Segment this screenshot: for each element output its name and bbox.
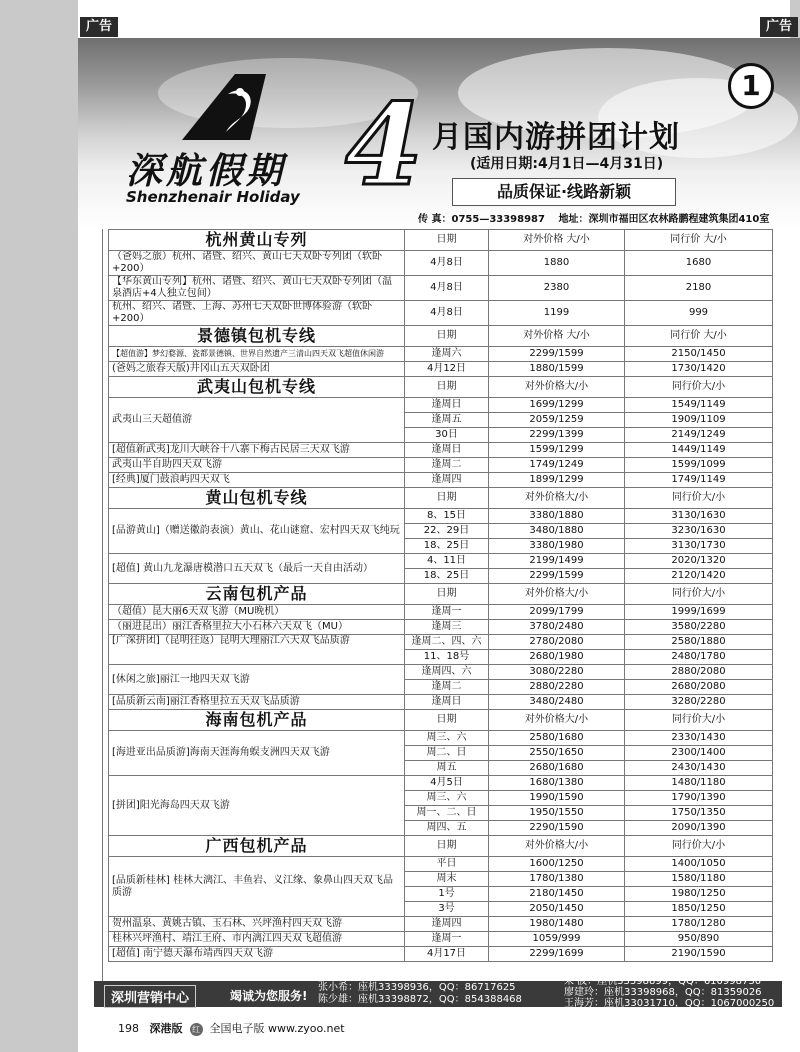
trade-price-cell: 3130/1630 <box>625 509 773 524</box>
date-cell: 逢周一 <box>405 605 489 620</box>
trade-price-cell: 1730/1420 <box>625 362 773 377</box>
public-price-cell: 2299/1699 <box>489 947 625 962</box>
section-title: 黄山包机专线 <box>109 488 405 509</box>
public-price-cell: 2199/1499 <box>489 554 625 569</box>
date-cell: 逢周四 <box>405 917 489 932</box>
route-desc: [海进亚出品质游]海南天涯海角蜈支洲四天双飞游 <box>109 731 405 776</box>
trade-price-cell: 1680 <box>625 251 773 276</box>
trade-price-cell: 950/890 <box>625 932 773 947</box>
public-price-cell: 1599/1299 <box>489 443 625 458</box>
edition-mark-icon: 红 <box>190 1023 203 1036</box>
route-desc: [拼团]阳光海岛四天双飞游 <box>109 776 405 836</box>
date-cell: 周三、六 <box>405 791 489 806</box>
section-title: 海南包机产品 <box>109 710 405 731</box>
public-price-cell: 2099/1799 <box>489 605 625 620</box>
date-cell: 逢周五 <box>405 413 489 428</box>
date-cell: 周五 <box>405 761 489 776</box>
sales-center-label: 深圳营销中心 <box>104 985 196 1008</box>
col-trade-price: 同行价 大/小 <box>625 230 773 251</box>
trade-price-cell: 1790/1390 <box>625 791 773 806</box>
section-title: 武夷山包机专线 <box>109 377 405 398</box>
public-price-cell: 1780/1380 <box>489 872 625 887</box>
brand-name-en: Shenzhenair Holiday <box>126 188 300 206</box>
price-table <box>108 229 773 962</box>
public-price-cell: 2180/1450 <box>489 887 625 902</box>
col-date: 日期 <box>405 488 489 509</box>
date-cell: 逢周一 <box>405 932 489 947</box>
trade-price-cell: 2880/2080 <box>625 665 773 680</box>
airline-tail-logo-icon <box>180 72 270 144</box>
trade-price-cell: 3230/1630 <box>625 524 773 539</box>
table-row <box>109 947 773 962</box>
date-cell: 逢周二、四、六 <box>405 635 489 650</box>
trade-price-cell: 1449/1149 <box>625 443 773 458</box>
trade-price-cell: 1580/1180 <box>625 872 773 887</box>
section-header <box>109 836 773 857</box>
col-trade-price: 同行价大/小 <box>625 584 773 605</box>
trade-price-cell: 999 <box>625 301 773 326</box>
trade-price-cell: 3130/1730 <box>625 539 773 554</box>
section-header <box>109 488 773 509</box>
table-row <box>109 458 773 473</box>
public-price-cell: 2680/1980 <box>489 650 625 665</box>
col-public-price: 对外价格大/小 <box>489 584 625 605</box>
trade-price-cell: 3580/2280 <box>625 620 773 635</box>
date-cell: 逢周六 <box>405 347 489 362</box>
contact-line <box>418 210 779 225</box>
date-cell: 周四、五 <box>405 821 489 836</box>
public-price-cell: 3080/2280 <box>489 665 625 680</box>
page-footer <box>118 1020 345 1036</box>
col-trade-price: 同行价大/小 <box>625 377 773 398</box>
trade-price-cell: 2150/1450 <box>625 347 773 362</box>
public-price-cell: 2050/1450 <box>489 902 625 917</box>
trade-price-cell: 1980/1250 <box>625 887 773 902</box>
ad-tag-right: 广告 <box>760 17 798 37</box>
date-cell: 平日 <box>405 857 489 872</box>
date-cell: 4月8日 <box>405 301 489 326</box>
col-date: 日期 <box>405 710 489 731</box>
trade-price-cell: 2300/1400 <box>625 746 773 761</box>
section-title: 景德镇包机专线 <box>109 326 405 347</box>
col-public-price: 对外价格大/小 <box>489 836 625 857</box>
contact-entry: 张小希：座机33398936，QQ：86717625 <box>318 982 516 993</box>
route-desc: 武夷山半自助四天双飞游 <box>109 458 405 473</box>
route-desc: [品游黄山]（赠送徽韵表演）黄山、花山谜窟、宏村四天双飞纯玩 <box>109 509 405 554</box>
trade-price-cell: 2090/1390 <box>625 821 773 836</box>
col-date: 日期 <box>405 377 489 398</box>
date-cell: 周三、六 <box>405 731 489 746</box>
table-row <box>109 917 773 932</box>
date-cell: 逢周日 <box>405 398 489 413</box>
section-title: 云南包机产品 <box>109 584 405 605</box>
date-cell: 4月8日 <box>405 251 489 276</box>
date-cell: 3号 <box>405 902 489 917</box>
col-trade-price: 同行价 大/小 <box>625 326 773 347</box>
col-public-price: 对外价格大/小 <box>489 710 625 731</box>
route-desc: 【华东黄山专列】杭州、诸暨、绍兴、黄山七天双卧专列团（温泉酒店+4人独立包间） <box>109 276 405 301</box>
trade-price-cell: 2020/1320 <box>625 554 773 569</box>
table-row <box>109 620 773 635</box>
contact-list-a <box>318 982 522 1006</box>
date-cell: 4月17日 <box>405 947 489 962</box>
col-date: 日期 <box>405 326 489 347</box>
table-row <box>109 347 773 362</box>
edition-label: 深港版 <box>149 1022 183 1035</box>
trade-price-cell: 1599/1099 <box>625 458 773 473</box>
table-row <box>109 776 773 791</box>
route-desc: 桂林兴坪渔村、靖江王府、市内漓江四天双飞超值游 <box>109 932 405 947</box>
col-trade-price: 同行价大/小 <box>625 488 773 509</box>
col-public-price: 对外价格大/小 <box>489 488 625 509</box>
date-cell: 8、15日 <box>405 509 489 524</box>
footer-contact-bar <box>94 976 782 1009</box>
section-header <box>109 710 773 731</box>
route-desc: [广深拼团]（昆明往返）昆明大理丽江六天双飞品质游 <box>109 635 405 665</box>
table-row <box>109 857 773 872</box>
public-price-cell: 1880/1599 <box>489 362 625 377</box>
public-price-cell: 2880/2280 <box>489 680 625 695</box>
trade-price-cell: 2480/1780 <box>625 650 773 665</box>
trade-price-cell: 2120/1420 <box>625 569 773 584</box>
col-trade-price: 同行价大/小 <box>625 710 773 731</box>
date-cell: 逢周日 <box>405 443 489 458</box>
trade-price-cell: 1749/1149 <box>625 473 773 488</box>
left-margin-strip <box>0 0 78 1052</box>
contact-list-b <box>564 976 774 1009</box>
public-price-cell: 1199 <box>489 301 625 326</box>
public-price-cell: 3380/1880 <box>489 509 625 524</box>
date-cell: 逢周四 <box>405 473 489 488</box>
public-price-cell: 2550/1650 <box>489 746 625 761</box>
page-title: 月国内游拼团计划 <box>432 120 680 155</box>
table-row <box>109 473 773 488</box>
trade-price-cell: 2180 <box>625 276 773 301</box>
table-row <box>109 398 773 413</box>
public-price-cell: 2059/1259 <box>489 413 625 428</box>
route-desc: 武夷山三天超值游 <box>109 398 405 443</box>
route-desc: 杭州、绍兴、诸暨、上海、苏州七天双卧世博体验游（软卧+200） <box>109 301 405 326</box>
contact-entry: 陈少雄：座机33398872，QQ：854388468 <box>318 994 522 1005</box>
table-row <box>109 301 773 326</box>
contact-entry: 廖建玲：座机33398968，QQ：81359026 <box>564 987 762 998</box>
public-price-cell: 1899/1299 <box>489 473 625 488</box>
col-trade-price: 同行价大/小 <box>625 836 773 857</box>
date-cell: 周末 <box>405 872 489 887</box>
col-date: 日期 <box>405 230 489 251</box>
trade-price-cell: 2149/1249 <box>625 428 773 443</box>
left-bracket-line <box>102 229 107 981</box>
col-public-price: 对外价格 大/小 <box>489 326 625 347</box>
table-row <box>109 635 773 650</box>
public-price-cell: 1600/1250 <box>489 857 625 872</box>
table-row <box>109 443 773 458</box>
date-cell: 4月5日 <box>405 776 489 791</box>
public-price-cell: 2680/1680 <box>489 761 625 776</box>
website-link[interactable]: 全国电子版 www.zyoo.net <box>209 1022 345 1035</box>
trade-price-cell: 1400/1050 <box>625 857 773 872</box>
date-cell: 逢周二 <box>405 458 489 473</box>
date-cell: 4、11日 <box>405 554 489 569</box>
ad-tag-left: 广告 <box>80 17 118 37</box>
route-desc: [品质新桂林] 桂林大漓江、丰鱼岩、义江缘、象鼻山四天双飞品质游 <box>109 857 405 917</box>
table-row <box>109 695 773 710</box>
section-header <box>109 326 773 347</box>
table-row <box>109 509 773 524</box>
trade-price-cell: 2430/1430 <box>625 761 773 776</box>
date-cell: 30日 <box>405 428 489 443</box>
col-public-price: 对外价格 大/小 <box>489 230 625 251</box>
route-desc: [品质新云南]丽江香格里拉五天双飞品质游 <box>109 695 405 710</box>
public-price-cell: 1699/1299 <box>489 398 625 413</box>
trade-price-cell: 1480/1180 <box>625 776 773 791</box>
slogan-box: 品质保证·线路新颖 <box>452 178 676 206</box>
route-desc: [超值] 黄山九龙瀑唐模潜口五天双飞（最后一天自由活动） <box>109 554 405 584</box>
table-row <box>109 731 773 746</box>
page-number: 198 <box>118 1022 139 1035</box>
col-date: 日期 <box>405 836 489 857</box>
trade-price-cell: 2330/1430 <box>625 731 773 746</box>
route-desc: （超值）昆大丽6天双飞游（MU晚机） <box>109 605 405 620</box>
trade-price-cell: 1999/1699 <box>625 605 773 620</box>
date-cell: 1号 <box>405 887 489 902</box>
section-title: 广西包机产品 <box>109 836 405 857</box>
table-row <box>109 554 773 569</box>
trade-price-cell: 2680/2080 <box>625 680 773 695</box>
section-header <box>109 584 773 605</box>
date-cell: 11、18号 <box>405 650 489 665</box>
public-price-cell: 1059/999 <box>489 932 625 947</box>
public-price-cell: 1880 <box>489 251 625 276</box>
office-address: 地址：深圳市福田区农林路鹏程建筑集团410室 <box>558 214 770 225</box>
route-desc: (爸妈之旅春天版)井冈山五天双卧团 <box>109 362 405 377</box>
col-date: 日期 <box>405 584 489 605</box>
date-cell: 4月12日 <box>405 362 489 377</box>
date-cell: 逢周二 <box>405 680 489 695</box>
date-cell: 周一、二、日 <box>405 806 489 821</box>
date-cell: 逢周日 <box>405 695 489 710</box>
section-header <box>109 230 773 251</box>
public-price-cell: 3780/2480 <box>489 620 625 635</box>
route-desc: [超值新武夷]龙川大峡谷十八寨下梅古民居三天双飞游 <box>109 443 405 458</box>
public-price-cell: 3380/1980 <box>489 539 625 554</box>
route-desc: （丽进昆出）丽江香格里拉大小石林六天双飞（MU） <box>109 620 405 635</box>
route-desc: 【超值游】梦幻婺源、瓷都景德镇、世界自然遗产三清山四天双飞超值休闲游 <box>109 347 405 362</box>
month-digit: 4 <box>345 80 423 211</box>
public-price-cell: 3480/2480 <box>489 695 625 710</box>
section-header <box>109 377 773 398</box>
trade-price-cell: 1780/1280 <box>625 917 773 932</box>
table-row <box>109 251 773 276</box>
fax-number: 传 真：0755—33398987 <box>418 214 545 225</box>
route-desc: [经典]厦门鼓浪屿四天双飞 <box>109 473 405 488</box>
route-desc: （爸妈之旅）杭州、诸暨、绍兴、黄山七天双卧专列团（软卧+200） <box>109 251 405 276</box>
date-cell: 逢周三 <box>405 620 489 635</box>
trade-price-cell: 1549/1149 <box>625 398 773 413</box>
public-price-cell: 1950/1550 <box>489 806 625 821</box>
page-number-badge: 1 <box>728 63 774 109</box>
trade-price-cell: 3280/2280 <box>625 695 773 710</box>
public-price-cell: 2299/1599 <box>489 347 625 362</box>
public-price-cell: 2780/2080 <box>489 635 625 650</box>
trade-price-cell: 1750/1350 <box>625 806 773 821</box>
public-price-cell: 2299/1399 <box>489 428 625 443</box>
route-desc: 贺州温泉、黄姚古镇、玉石林、兴坪渔村四天双飞游 <box>109 917 405 932</box>
public-price-cell: 1749/1249 <box>489 458 625 473</box>
public-price-cell: 2580/1680 <box>489 731 625 746</box>
route-desc: [休闲之旅]丽江一地四天双飞游 <box>109 665 405 695</box>
public-price-cell: 2299/1599 <box>489 569 625 584</box>
public-price-cell: 1680/1380 <box>489 776 625 791</box>
date-cell: 4月8日 <box>405 276 489 301</box>
table-row <box>109 932 773 947</box>
date-cell: 22、29日 <box>405 524 489 539</box>
table-row <box>109 665 773 680</box>
service-invite: 竭诚为您服务! <box>230 989 308 1003</box>
public-price-cell: 2380 <box>489 276 625 301</box>
trade-price-cell: 1850/1250 <box>625 902 773 917</box>
table-row <box>109 276 773 301</box>
date-cell: 18、25日 <box>405 569 489 584</box>
contact-entry: 朱 波：座机33398899，QQ：610998730 <box>564 976 762 987</box>
contact-entry: 王海芳：座机33031710，QQ：1067000250 <box>564 998 775 1009</box>
public-price-cell: 2290/1590 <box>489 821 625 836</box>
public-price-cell: 1990/1590 <box>489 791 625 806</box>
route-desc: [超值] 南宁德天瀑布靖西四天双飞游 <box>109 947 405 962</box>
date-cell: 周二、日 <box>405 746 489 761</box>
trade-price-cell: 2190/1590 <box>625 947 773 962</box>
validity-dates: (适用日期:4月1日—4月31日) <box>470 156 664 172</box>
trade-price-cell: 2580/1880 <box>625 635 773 650</box>
public-price-cell: 1980/1480 <box>489 917 625 932</box>
brand-name-cn: 深航假期 <box>126 150 287 192</box>
date-cell: 18、25日 <box>405 539 489 554</box>
date-cell: 逢周四、六 <box>405 665 489 680</box>
section-title: 杭州黄山专列 <box>109 230 405 251</box>
table-row <box>109 362 773 377</box>
table-row <box>109 605 773 620</box>
public-price-cell: 3480/1880 <box>489 524 625 539</box>
col-public-price: 对外价格大/小 <box>489 377 625 398</box>
trade-price-cell: 1909/1109 <box>625 413 773 428</box>
